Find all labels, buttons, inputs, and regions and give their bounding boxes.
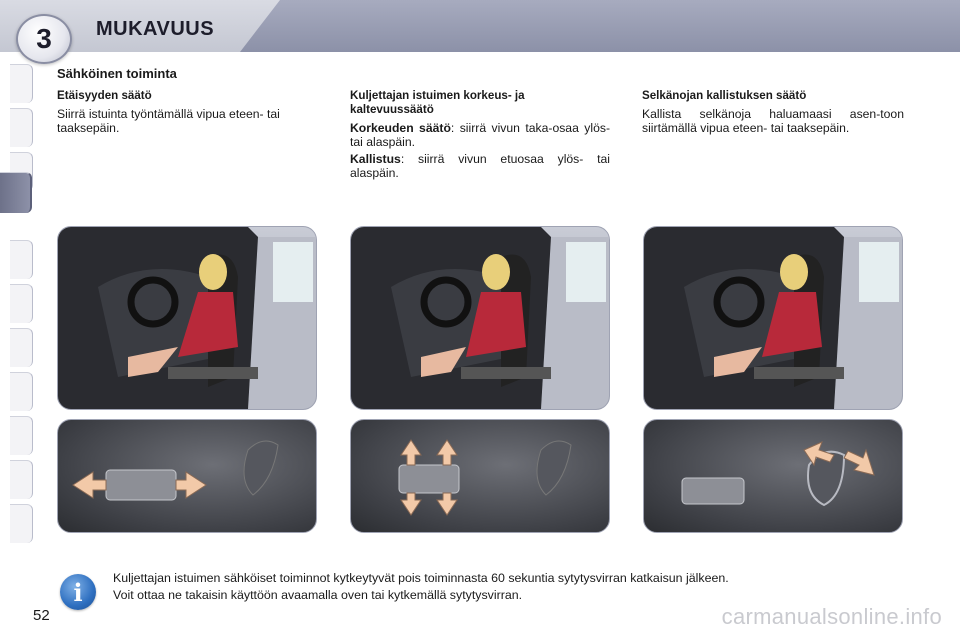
header-band	[240, 0, 960, 52]
column-heading: Selkänojan kallistuksen säätö	[642, 89, 807, 102]
chapter-tab[interactable]	[10, 372, 33, 411]
chapter-tab[interactable]	[10, 416, 33, 455]
chapter-tab[interactable]	[10, 64, 33, 103]
column-heading: Kuljettajan istuimen korkeus- ja kaltevuussäätö	[350, 89, 525, 116]
info-icon: i	[60, 574, 96, 610]
chapter-tab[interactable]	[10, 460, 33, 499]
chapter-tab[interactable]	[10, 328, 33, 367]
watermark: carmanualsonline.info	[721, 604, 942, 629]
chapter-number-badge	[16, 14, 72, 64]
section-title: Sähköinen toiminta	[57, 66, 177, 81]
column-paragraph: Siirrä istuinta työntämällä vipua eteen- tai taaksepäin.	[57, 107, 280, 135]
column-height-tilt-adjustment	[350, 89, 610, 183]
info-note	[113, 570, 913, 604]
car-seat-illustration	[643, 226, 903, 410]
chapter-tab[interactable]	[10, 284, 33, 323]
seat-control-panel-forward-back	[57, 419, 317, 533]
chapter-tabs	[10, 64, 34, 574]
arrow-down-icon	[401, 493, 421, 515]
chapter-tab[interactable]	[10, 240, 33, 279]
arrow-up-icon	[401, 440, 421, 465]
column-paragraph: Kallista selkänoja haluamaasi asen-toon siirtämällä vipua eteen- tai taaksepäin.	[642, 107, 904, 135]
column-distance-adjustment	[57, 89, 319, 138]
column-paragraph: Korkeuden säätö: siirrä vivun taka-osaa ylös- tai alaspäin.	[350, 121, 610, 149]
column-paragraph: Kallistus: siirrä vivun etuosaa ylös- tai alaspäin.	[350, 152, 610, 180]
chapter-tab-active[interactable]	[0, 172, 32, 213]
column-backrest-adjustment	[642, 89, 904, 138]
car-seat-illustration	[350, 226, 610, 410]
chapter-tab[interactable]	[10, 504, 33, 543]
chapter-tab[interactable]	[10, 108, 33, 147]
seat-control-panel-height-tilt	[350, 419, 610, 533]
car-seat-illustration	[57, 226, 317, 410]
seat-control-panel-backrest	[643, 419, 903, 533]
chapter-title: MUKAVUUS	[96, 18, 215, 40]
chapter-number: 3	[36, 23, 52, 54]
arrow-down-icon	[437, 493, 457, 515]
page-number: 52	[33, 607, 50, 624]
column-heading: Etäisyyden säätö	[57, 89, 152, 102]
arrow-tilt-back-icon	[844, 450, 874, 475]
arrow-right-icon	[176, 472, 206, 498]
arrow-left-icon	[73, 472, 106, 498]
note-line: Voit ottaa ne takaisin käyttöön avaamalla oven tai kytkemällä sytytysvirran.	[113, 588, 523, 602]
note-line: Kuljettajan istuimen sähköiset toiminnot kytkeytyvät pois toiminnasta 60 sekuntia sytytysvirran katkaisun jälkeen.	[113, 571, 729, 585]
arrow-up-icon	[437, 440, 457, 465]
